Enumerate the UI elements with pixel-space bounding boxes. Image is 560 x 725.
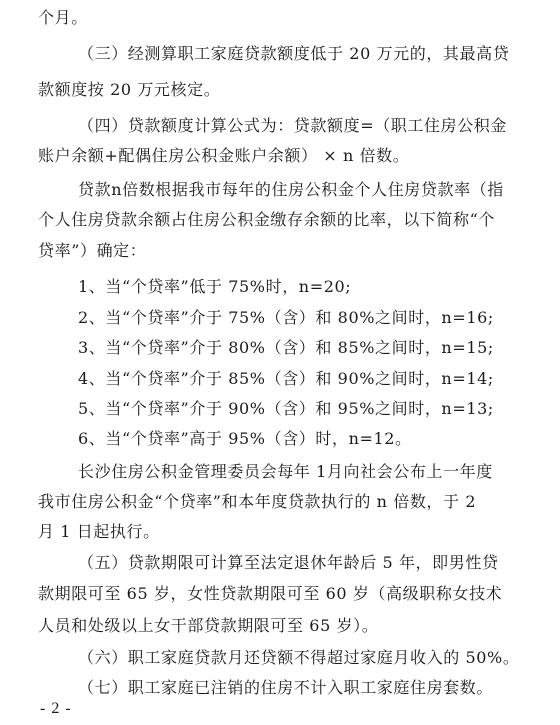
text-line-22: （七）职工家庭已注销的住房不计入职工家庭住房套数。: [78, 678, 494, 697]
list-item-5: 5、当“个贷率”介于 90%（含）和 95%之间时，n=13;: [78, 399, 494, 418]
text-line-6: 贷款n倍数根据我市每年的住房公积金个人住房贷款率（指: [78, 180, 504, 199]
list-item-2: 2、当“个贷率”介于 75%（含）和 80%之间时，n=16;: [78, 308, 494, 327]
list-item-6: 6、当“个贷率”高于 95%（含）时，n=12。: [78, 429, 412, 448]
text-line-19: 款期限可至 65 岁，女性贷款期限可至 60 岁（高级职称女技术: [38, 584, 503, 603]
text-line-3: 款额度按 20 万元核定。: [38, 80, 221, 99]
text-line-1: 个月。: [38, 8, 88, 27]
text-line-21: （六）职工家庭贷款月还贷额不得超过家庭月收入的 50%。: [78, 648, 520, 667]
list-item-4: 4、当“个贷率”介于 85%（含）和 90%之间时，n=14;: [78, 369, 494, 388]
text-line-7: 个人住房贷款余额占住房公积金缴存余额的比率，以下简称“个: [38, 210, 495, 229]
text-line-15: 长沙住房公积金管理委员会每年 1月向社会公布上一年度: [78, 462, 493, 481]
text-line-5: 账户余额+配偶住房公积金账户余额） × n 倍数。: [38, 146, 410, 165]
text-line-8: 贷率”）确定：: [38, 241, 147, 260]
text-line-18: （五）贷款期限可计算至法定退休年龄后 5 年，即男性贷: [78, 553, 499, 572]
text-line-16: 我市住房公积金“个贷率”和本年度贷款执行的 n 倍数，于 2: [38, 492, 477, 511]
text-line-4: （四）贷款额度计算公式为：贷款额度=（职工住房公积金: [78, 116, 508, 135]
list-item-1: 1、当“个贷率”低于 75%时，n=20;: [78, 277, 352, 296]
page-number: - 2 -: [40, 700, 72, 717]
text-line-20: 人员和处级以上女干部贷款期限可至 65 岁）。: [38, 616, 379, 635]
text-line-17: 月 1 日起执行。: [38, 522, 160, 541]
list-item-3: 3、当“个贷率”介于 80%（含）和 85%之间时，n=15;: [78, 338, 494, 357]
text-line-2: （三）经测算职工家庭贷款额度低于 20 万元的，其最高贷: [78, 44, 510, 63]
